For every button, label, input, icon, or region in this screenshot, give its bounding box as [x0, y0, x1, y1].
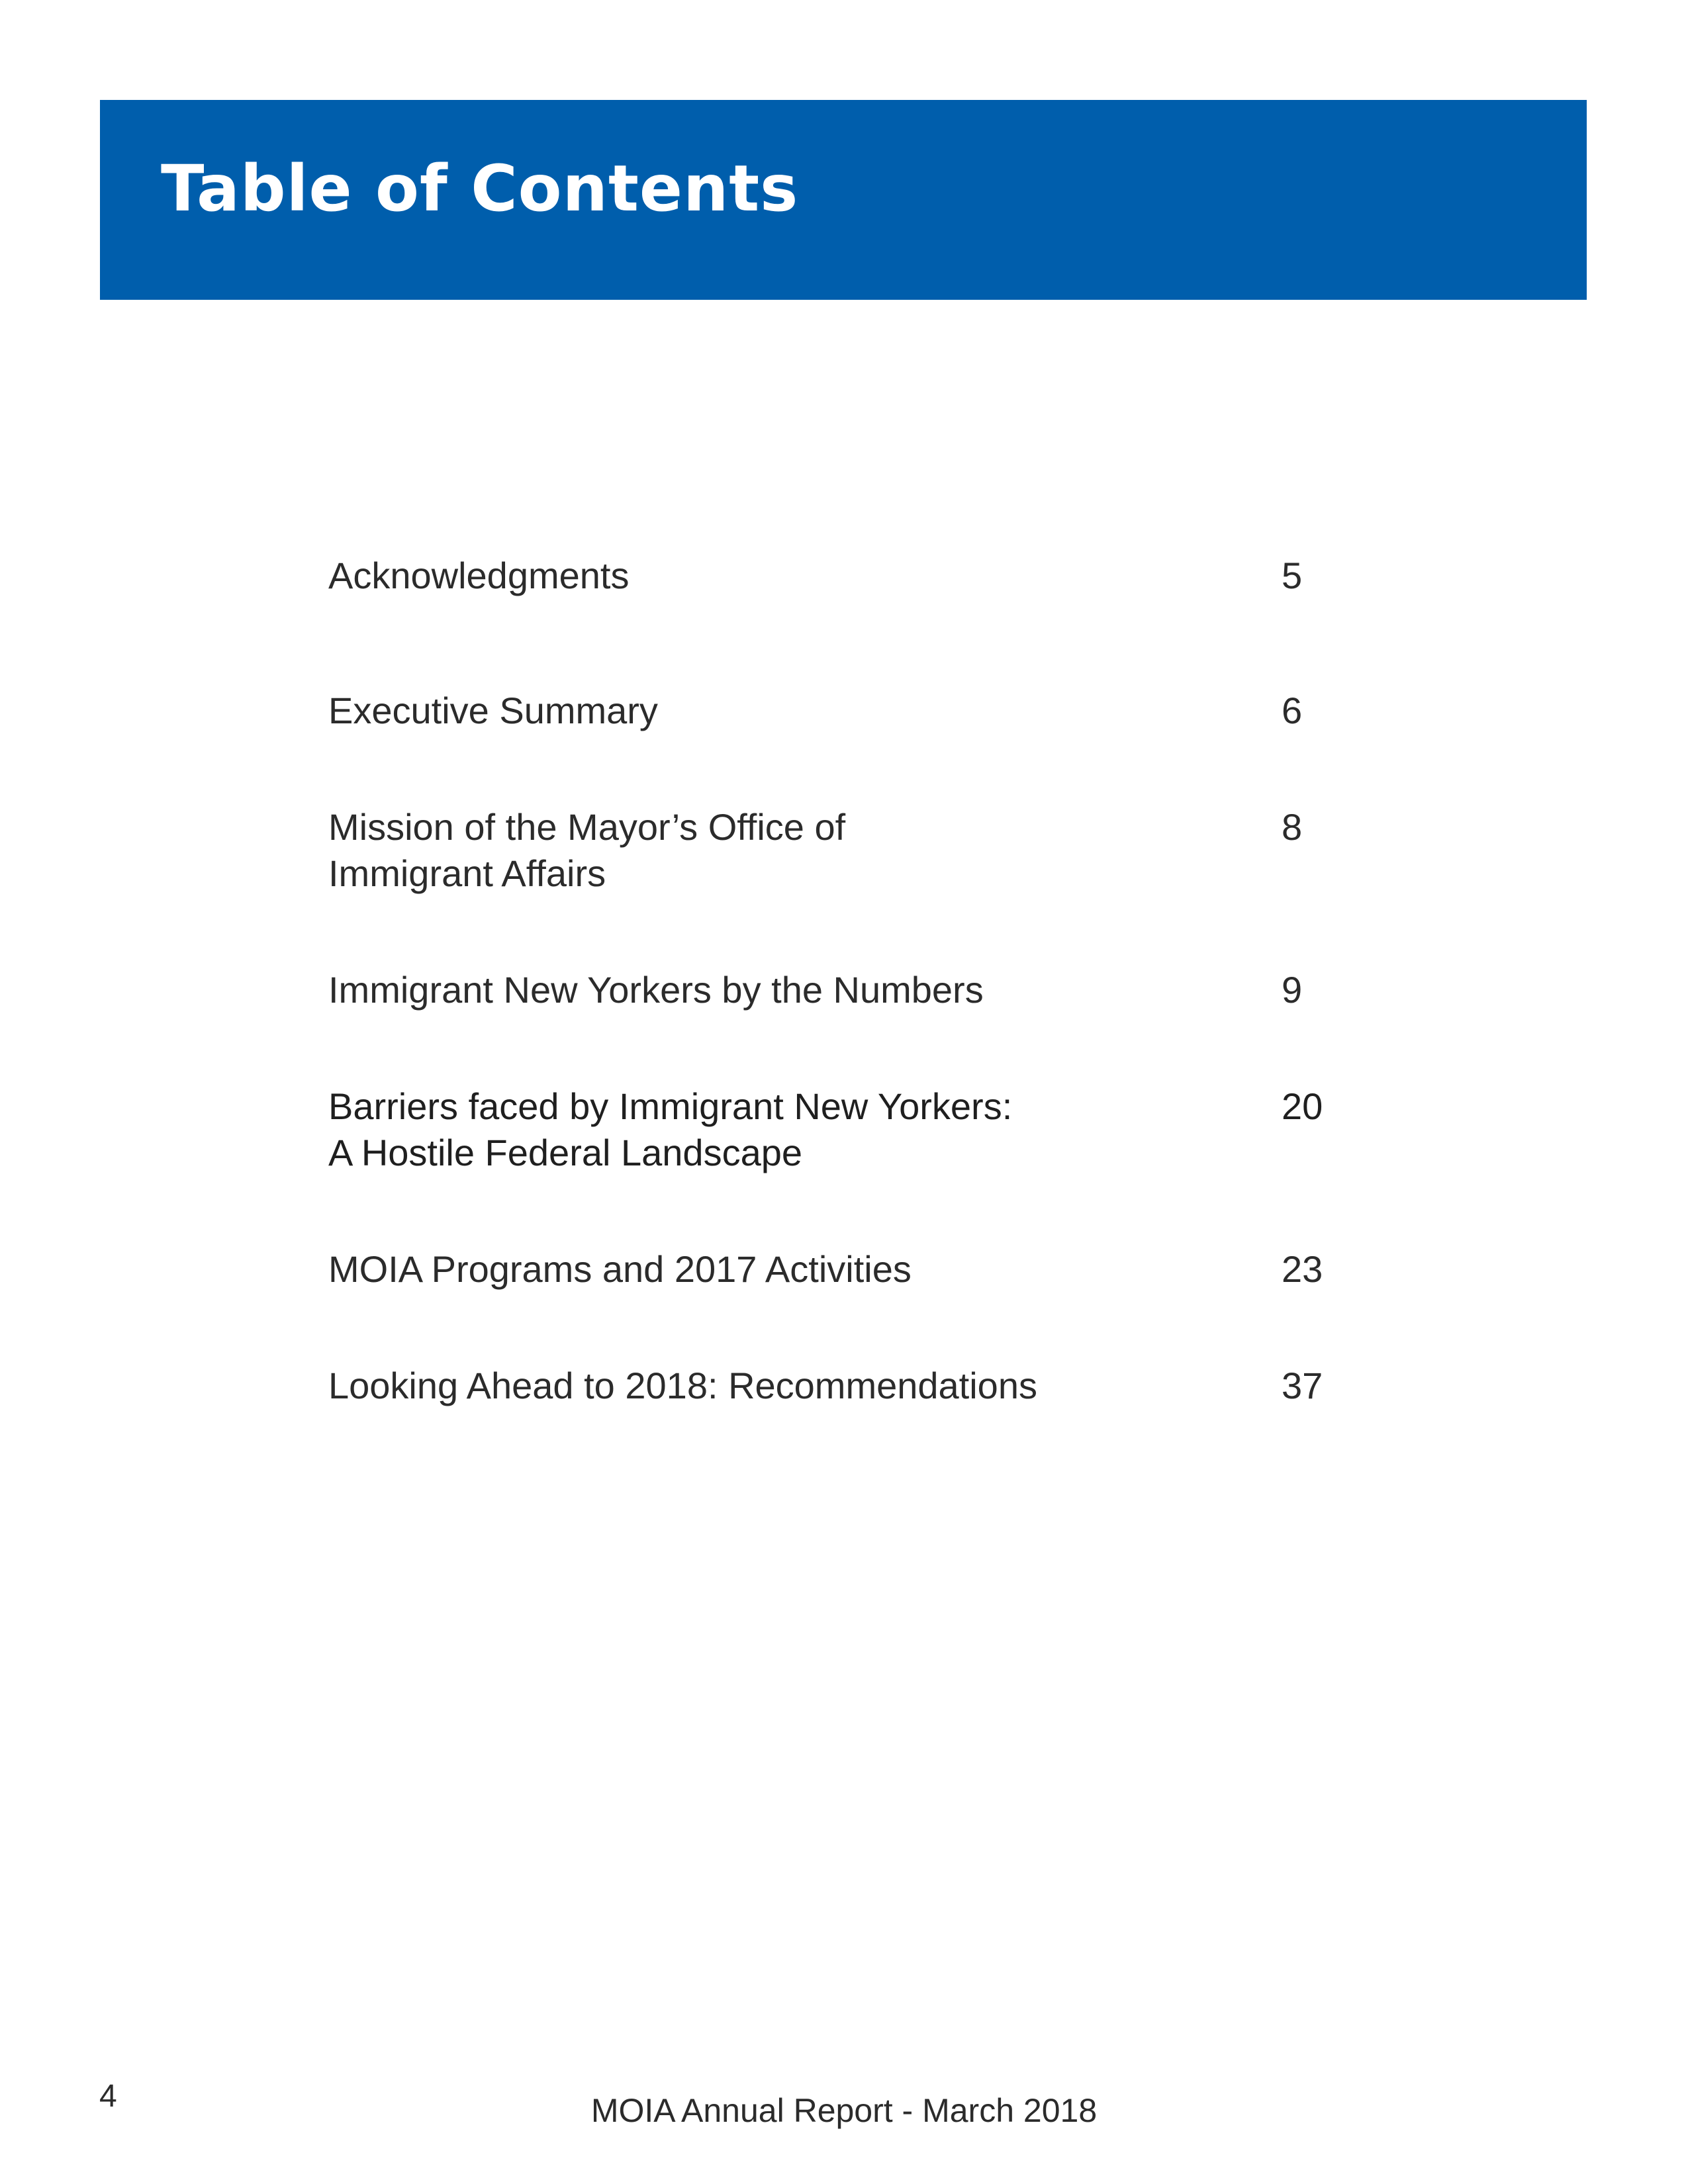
toc-entry-title — [328, 688, 1255, 734]
toc-entry-title-line: MOIA Programs and 2017 Activities — [328, 1248, 912, 1290]
toc-entry-title-line: A Hostile Federal Landscape — [328, 1132, 802, 1173]
toc-entry-title — [328, 967, 1255, 1013]
toc-entry-page: 8 — [1282, 806, 1303, 848]
toc-entry-by-the-numbers[interactable] — [328, 967, 1361, 1013]
toc-entry-programs[interactable] — [328, 1246, 1361, 1293]
toc-entry-page: 6 — [1282, 690, 1303, 731]
toc-entry-executive-summary[interactable] — [328, 688, 1361, 734]
footer-page-number: 4 — [99, 2079, 117, 2114]
toc-entry-title-line: Executive Summary — [328, 690, 658, 731]
footer-report-title: MOIA Annual Report - March 2018 — [590, 2092, 1098, 2129]
toc-entry-title-line: Immigrant New Yorkers by the Numbers — [328, 969, 984, 1011]
toc-entry-title-line: Immigrant Affairs — [328, 852, 606, 894]
page-title: Table of Contents — [161, 152, 799, 226]
toc-entry-barriers[interactable] — [328, 1083, 1361, 1176]
toc-entry-page: 23 — [1282, 1248, 1323, 1290]
toc-entry-looking-ahead[interactable] — [328, 1363, 1361, 1409]
toc-entry-acknowledgments[interactable] — [328, 553, 1361, 599]
toc-entry-title-line: Barriers faced by Immigrant New Yorkers: — [328, 1085, 1013, 1127]
toc-entry-page: 5 — [1282, 555, 1303, 596]
toc-entry-title-line: Looking Ahead to 2018: Recommendations — [328, 1365, 1037, 1406]
toc-entry-title-line: Acknowledgments — [328, 555, 630, 596]
toc-entry-title — [328, 1246, 1255, 1293]
toc-entry-title-line: Mission of the Mayor’s Office of — [328, 806, 846, 848]
toc-entry-title — [328, 553, 1255, 599]
toc-entry-page: 37 — [1282, 1365, 1323, 1406]
toc-entry-title — [328, 1083, 1255, 1176]
header-band — [100, 100, 1587, 300]
toc-entry-title — [328, 1363, 1255, 1409]
toc-entry-title — [328, 804, 1255, 897]
toc-entry-mission[interactable] — [328, 804, 1361, 897]
toc-entry-page: 9 — [1282, 969, 1303, 1011]
toc-entry-page: 20 — [1282, 1085, 1323, 1127]
table-of-contents — [328, 553, 1361, 1409]
